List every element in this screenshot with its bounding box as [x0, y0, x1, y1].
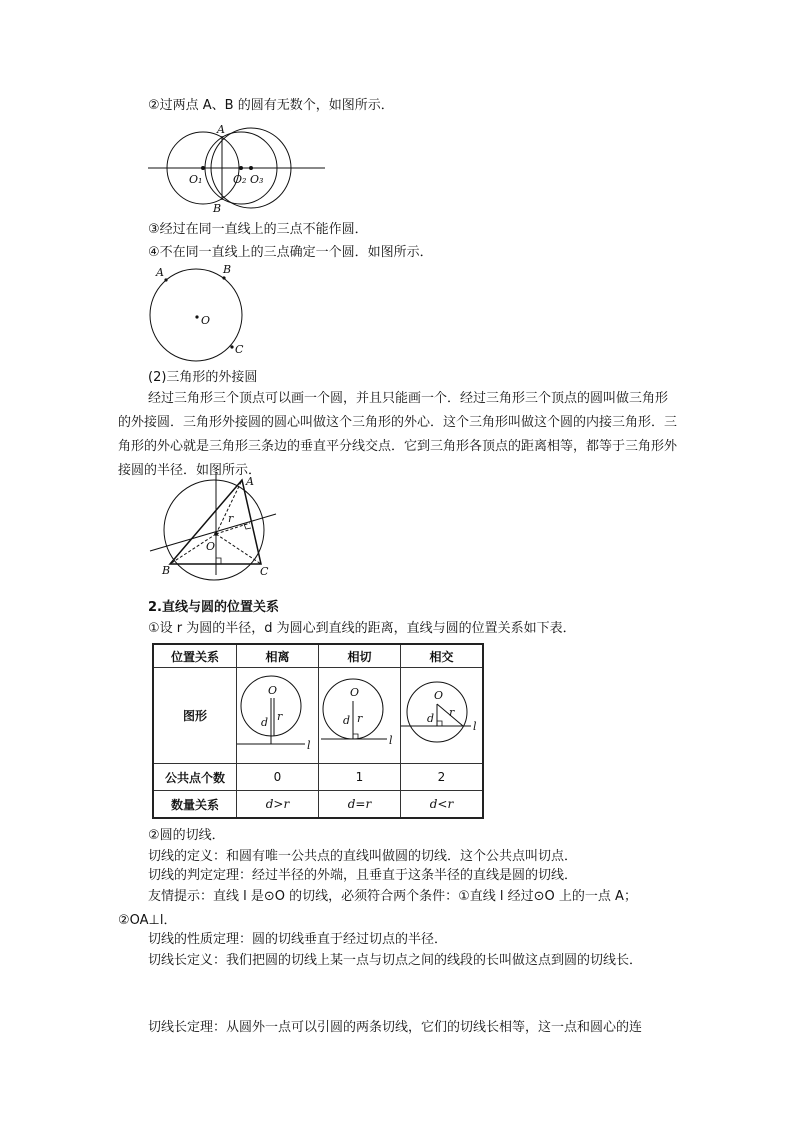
point-c-label: C [235, 343, 244, 356]
header-cell: 相离 [237, 644, 319, 668]
center-o-label: O [201, 314, 211, 327]
figure-separate [237, 674, 317, 754]
position-relation-table [152, 643, 484, 819]
row-label-figure: 图形 [153, 668, 237, 764]
point-b-label: B [223, 263, 232, 276]
text-tangent-criterion: 切线的判定定理：经过半径的外端，且垂直于这条半径的直线是圆的切线． [148, 868, 578, 883]
text-tangent-heading: ②圆的切线． [148, 828, 225, 843]
figure-circle-three-points [145, 263, 255, 368]
header-cell: 相交 [400, 644, 483, 668]
figure-cell-separate [237, 668, 319, 764]
subheading-circumcircle: (2)三角形的外接圆 [148, 370, 258, 385]
header-cell: 位置关系 [153, 644, 237, 668]
figure-circumscribed-triangle [150, 472, 280, 582]
figure-cell-intersect [400, 668, 483, 764]
relation-cell: d>r [237, 791, 319, 819]
figure-circles-through-two-points [145, 118, 335, 218]
radius-r-label: r [357, 712, 363, 725]
line-l-label: l [307, 739, 312, 752]
points-cell: 1 [318, 764, 400, 791]
point-a-label: A [156, 266, 164, 279]
text-collinear: ③经过在同一直线上的三点不能作圆． [148, 222, 368, 237]
point-a-label: A [217, 123, 225, 136]
distance-d-label: d [261, 716, 269, 729]
center-o-label: O [268, 684, 278, 697]
vertex-a-label: A [246, 475, 254, 488]
figure-intersect [401, 674, 481, 754]
text-tangent-definition: 切线的定义：和圆有唯一公共点的直线叫做圆的切线．这个公共点叫切点． [148, 849, 578, 864]
section-heading-line-circle: 2.直线与圆的位置关系 [148, 600, 279, 615]
figure-tangent [319, 674, 399, 754]
radius-r-label: r [228, 512, 234, 525]
row-label-relation: 数量关系 [153, 791, 237, 819]
distance-d-label: d [343, 714, 351, 727]
relation-cell: d<r [400, 791, 483, 819]
figure-cell-tangent [318, 668, 400, 764]
point-b-label: B [213, 202, 222, 215]
paragraph-circumcircle: 经过三角形三个顶点可以画一个圆，并且只能画一个．经过三角形三个顶点的圆叫做三角形的外接圆．三角形外接圆的圆心叫做这个三角形的外心．这个三角形叫做这个圆的内接三角形．三角形的外心就是三角形三条边的垂直平分线交点．它到三角形各顶点的距离相等，都等于三角形外接圆的半径．如图所示． [118, 391, 678, 478]
radius-r-label: r [449, 706, 455, 719]
text-two-points: ②过两点 A、B 的圆有无数个，如图所示． [148, 98, 394, 113]
text-tangent-property: 切线的性质定理：圆的切线垂直于经过切点的半径． [148, 932, 448, 947]
radius-r-label: r [277, 710, 283, 723]
center-o2-label: O₂ [233, 173, 247, 186]
header-cell: 相切 [318, 644, 400, 668]
center-o-label: O [434, 689, 444, 702]
line-l-label: l [473, 720, 478, 733]
vertex-b-label: B [162, 564, 171, 577]
paragraph-tangent-length: 切线长定义：我们把圆的切线上某一点与切点之间的线段的长叫做这点到圆的切线长． [148, 953, 643, 968]
text-table-intro: ①设 r 为圆的半径，d 为圆心到直线的距离，直线与圆的位置关系如下表． [148, 621, 576, 636]
paragraph-tip: 友情提示：直线 l 是⊙O 的切线，必须符合两个条件：①直线 l 经过⊙O 上的一点 A；②OA⊥l． [118, 889, 637, 928]
center-o1-label: O₁ [189, 173, 203, 186]
points-cell: 2 [400, 764, 483, 791]
distance-d-label: d [427, 712, 435, 725]
text-tangent-length-theorem: 切线长定理：从圆外一点可以引圆的两条切线，它们的切线长相等，这一点和圆心的连 [148, 1020, 643, 1035]
row-label-points: 公共点个数 [153, 764, 237, 791]
line-l-label: l [389, 734, 393, 747]
text-noncollinear: ④不在同一直线上的三点确定一个圆．如图所示． [148, 245, 433, 260]
points-cell: 0 [237, 764, 319, 791]
center-o3-label: O₃ [250, 173, 264, 186]
relation-cell: d=r [318, 791, 400, 819]
vertex-c-label: C [260, 565, 269, 578]
circumcenter-o-label: O [206, 540, 216, 553]
center-o-label: O [350, 686, 360, 699]
